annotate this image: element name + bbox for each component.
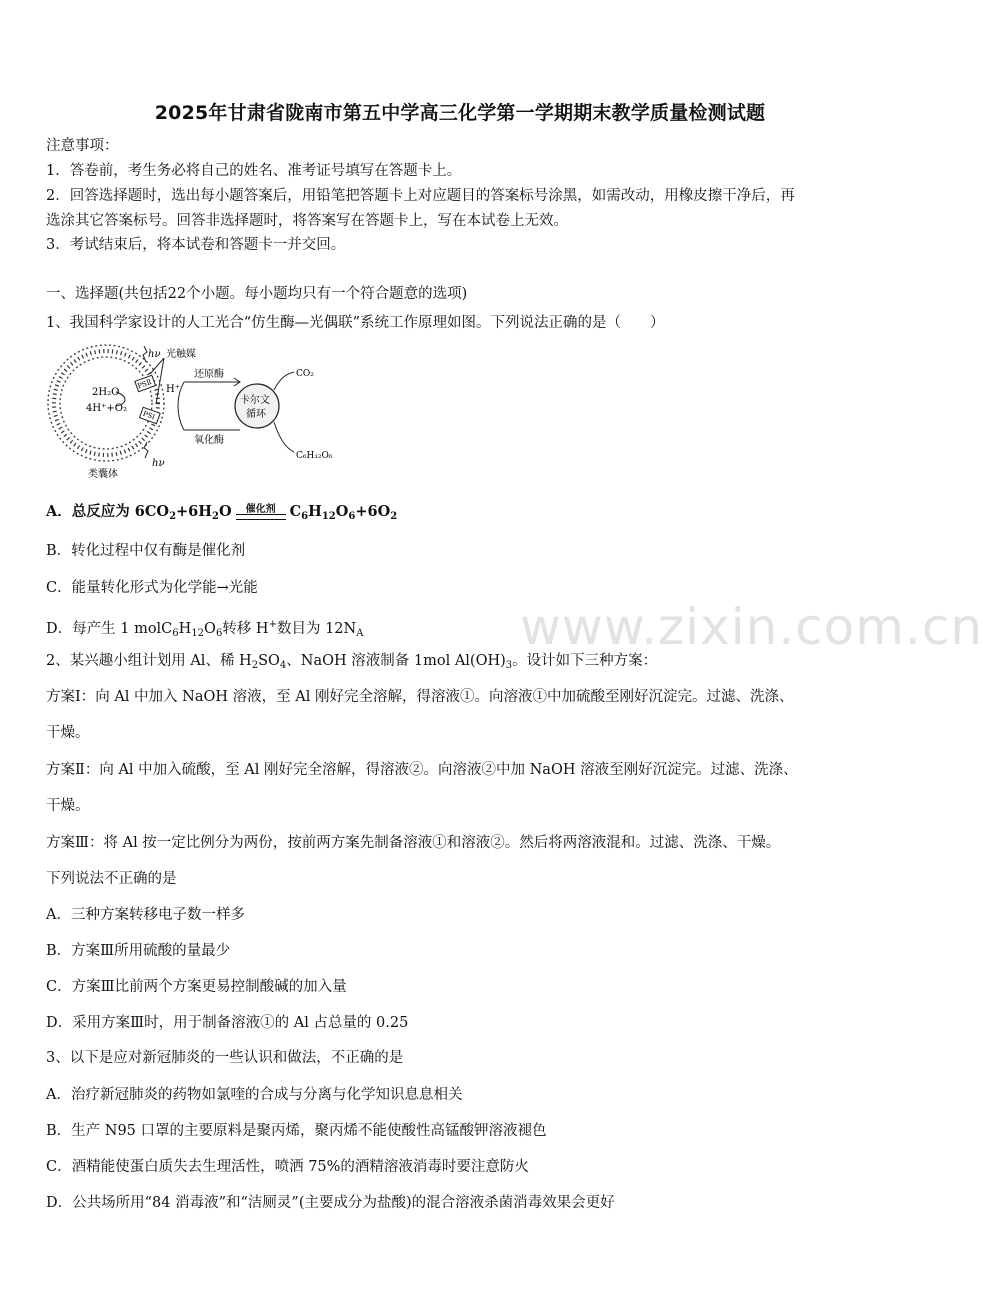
oxidase-label: 氧化酶	[194, 435, 224, 446]
q2-plan-3: 方案Ⅲ：将 Al 按一定比例分为两份，按前两方案先制备溶液①和溶液②。然后将两溶液混和。过滤、洗涤、干燥。	[46, 835, 781, 851]
reductase-label: 还原酶	[194, 369, 224, 380]
q2-option-a: A．三种方案转移电子数一样多	[46, 907, 245, 923]
q1-option-d: D．每产生 1 $molC_6H_{12}O_6$转移 H+数目为 $12N_A$	[46, 619, 364, 639]
q1-option-a: A．总反应为 $6CO_2+6H_2O$ 催化剂 $C_6H_{12}O_6+6O_2$	[46, 500, 876, 527]
psii-label: PSⅡ	[136, 378, 153, 391]
thylakoid-label: 类囊体	[88, 469, 118, 480]
q1-stem: 1、我国科学家设计的人工光合“仿生酶—光偶联”系统工作原理如图。下列说法正确的是（ ）	[46, 315, 665, 331]
notes-heading: 注意事项：	[46, 138, 119, 154]
light-bottom-icon	[144, 442, 148, 458]
hplus-label: H⁺	[166, 384, 180, 395]
psi-label: PSⅠ	[141, 409, 156, 422]
glucose-label: C₆H₁₂O₆	[296, 451, 333, 461]
q2-ask: 下列说法不正确的是	[46, 871, 177, 887]
section-heading: 一、选择题(共包括22个小题。每小题均只有一个符合题意的选项)	[46, 286, 468, 302]
photocatalyst-label: 光触媒	[166, 349, 196, 360]
q2-plan-2-cont: 干燥。	[46, 798, 90, 814]
calvin-line-1: 卡尔文	[240, 395, 270, 406]
hv-top-label: hν	[148, 349, 161, 360]
page-title: 2025年甘肃省陇南市第五中学高三化学第一学期期末教学质量检测试题	[154, 102, 766, 124]
notes-item-2: 2．回答选择题时，选出每小题答案后，用铅笔把答题卡上对应题目的答案标号涂黑，如需改动，用橡皮擦干净后，再	[46, 188, 795, 204]
q2-option-c: C．方案Ⅲ比前两个方案更易控制酸碱的加入量	[46, 979, 347, 995]
q3-option-b: B．生产 N95 口罩的主要原料是聚丙烯，聚丙烯不能使酸性高锰酸钾溶液褪色	[46, 1123, 547, 1139]
products-label: 4H⁺+O₂	[86, 403, 127, 414]
watermark: www.zixin.com.cn	[520, 598, 983, 656]
q3-stem: 3、以下是应对新冠肺炎的一些认识和做法，不正确的是	[46, 1050, 404, 1066]
hv-bottom-label: hν	[152, 458, 165, 469]
co2-label: CO₂	[296, 369, 314, 379]
q2-stem: 2、某兴趣小组计划用 Al、稀 $H_2SO_4$、NaOH 溶液制备 1mol $Al(OH)_3$。设计如下三种方案：	[46, 653, 658, 671]
q2-option-b: B．方案Ⅲ所用硫酸的量最少	[46, 943, 231, 959]
q3-option-c: C．酒精能使蛋白质失去生理活性，喷洒 75%的酒精溶液消毒时要注意防火	[46, 1159, 529, 1175]
q3-option-a: A．治疗新冠肺炎的药物如氯喹的合成与分离与化学知识息息相关	[46, 1087, 463, 1103]
q1-option-b: B．转化过程中仅有酶是催化剂	[46, 543, 246, 559]
q1-option-c: C．能量转化形式为化学能→光能	[46, 580, 258, 596]
q2-option-d: D．采用方案Ⅲ时，用于制备溶液①的 Al 占总量的 0.25	[46, 1015, 409, 1031]
q3-option-d: D．公共场所用“84 消毒液”和“洁厕灵”(主要成分为盐酸)的混合溶液杀菌消毒效果会更好	[46, 1195, 615, 1211]
calvin-cycle-circle	[235, 384, 279, 428]
q2-plan-1-cont: 干燥。	[46, 725, 90, 741]
calvin-line-2: 循环	[246, 409, 266, 420]
catalyst-condition: 催化剂	[236, 500, 286, 520]
arrow-glucose	[274, 422, 294, 452]
notes-item-3: 3．考试结束后，将本试卷和答题卡一并交回。	[46, 237, 346, 253]
notes-item-2-cont: 选涂其它答案标号。回答非选择题时，将答案写在答题卡上，写在本试卷上无效。	[46, 213, 568, 229]
notes-item-1: 1．答卷前，考生务必将自己的姓名、准考证号填写在答题卡上。	[46, 163, 462, 179]
water-label: 2H₂O	[92, 387, 120, 398]
q2-plan-1: 方案Ⅰ：向 Al 中加入 NaOH 溶液，至 Al 刚好完全溶解，得溶液①。向溶液①中加硫酸至刚好沉淀完。过滤、洗涤、	[46, 689, 794, 705]
q2-plan-2: 方案Ⅱ：向 Al 中加入硫酸，至 Al 刚好完全溶解，得溶液②。向溶液②中加 NaOH 溶液至刚好沉淀完。过滤、洗涤、	[46, 762, 798, 778]
q1-figure	[44, 340, 364, 490]
arrow-co2	[274, 372, 294, 390]
